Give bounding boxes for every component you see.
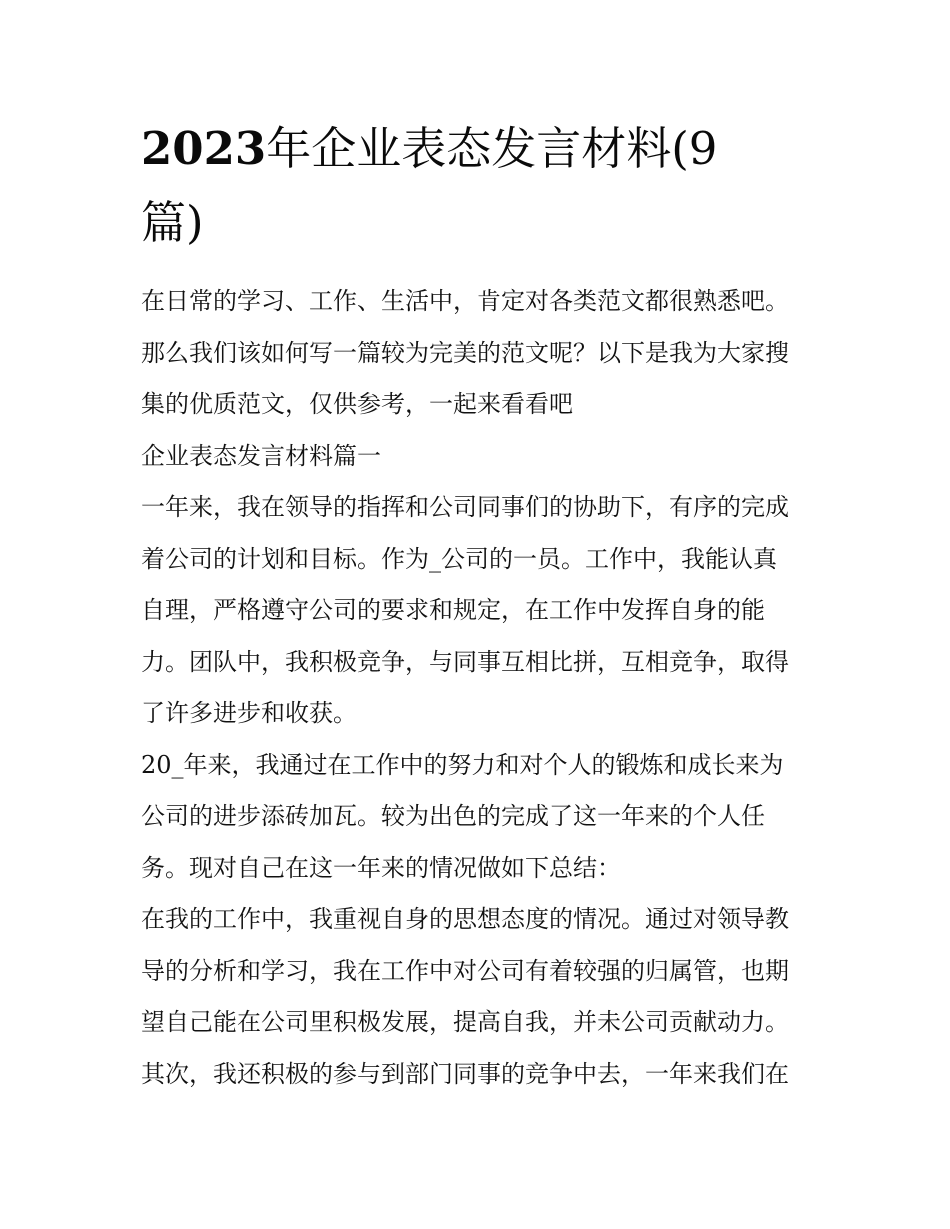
text-line: 其次，我还积极的参与到部门同事的竞争中去，一年来我们在 bbox=[141, 1059, 789, 1088]
text-line: 在日常的学习、工作、生活中，肯定对各类范文都很熟悉吧。 bbox=[141, 287, 789, 315]
title-text-continued: 篇) bbox=[141, 196, 204, 249]
text-line: 力。团队中，我积极竞争，与同事互相比拼，互相竞争，取得 bbox=[141, 647, 789, 676]
body-paragraph bbox=[141, 482, 813, 740]
text-line: 了许多进步和收获。 bbox=[141, 699, 357, 727]
text-line: 一年来，我在领导的指挥和公司同事们的协助下，有序的完成 bbox=[141, 493, 789, 521]
text-line: 在我的工作中，我重视自身的思想态度的情况。通过对领导教 bbox=[141, 905, 789, 933]
text-line: 集的优质范文，仅供参考，一起来看看吧 bbox=[141, 390, 573, 418]
body-paragraph bbox=[141, 740, 813, 895]
document-title bbox=[141, 112, 821, 260]
text-line: 公司的进步添砖加瓦。较为出色的完成了这一年来的个人任 bbox=[141, 802, 765, 830]
text-line: 务。现对自己在这一年来的情况做如下总结： bbox=[141, 853, 621, 882]
section-heading bbox=[141, 431, 813, 483]
text-line: 那么我们该如何写一篇较为完美的范文呢？以下是我为大家搜 bbox=[141, 338, 789, 367]
intro-paragraph bbox=[141, 276, 813, 431]
text-line: 20_年来，我通过在工作中的努力和对个人的锻炼和成长来为 bbox=[141, 750, 784, 779]
title-year: 2023 bbox=[141, 122, 267, 175]
document-body bbox=[141, 276, 813, 1100]
text-line: 着公司的计划和目标。作为_公司的一员。工作中，我能认真 bbox=[141, 544, 777, 573]
title-text: 年企业表态发言材料(9 bbox=[266, 122, 718, 175]
text-line: 望自己能在公司里积极发展，提高自我，并未公司贡献动力。 bbox=[141, 1008, 789, 1036]
text-line: 自理，严格遵守公司的要求和规定，在工作中发挥自身的能 bbox=[141, 596, 765, 624]
body-paragraph bbox=[141, 894, 813, 1100]
text-line: 导的分析和学习，我在工作中对公司有着较强的归属管，也期 bbox=[141, 956, 789, 985]
section-heading-text: 企业表态发言材料篇一 bbox=[141, 441, 381, 470]
